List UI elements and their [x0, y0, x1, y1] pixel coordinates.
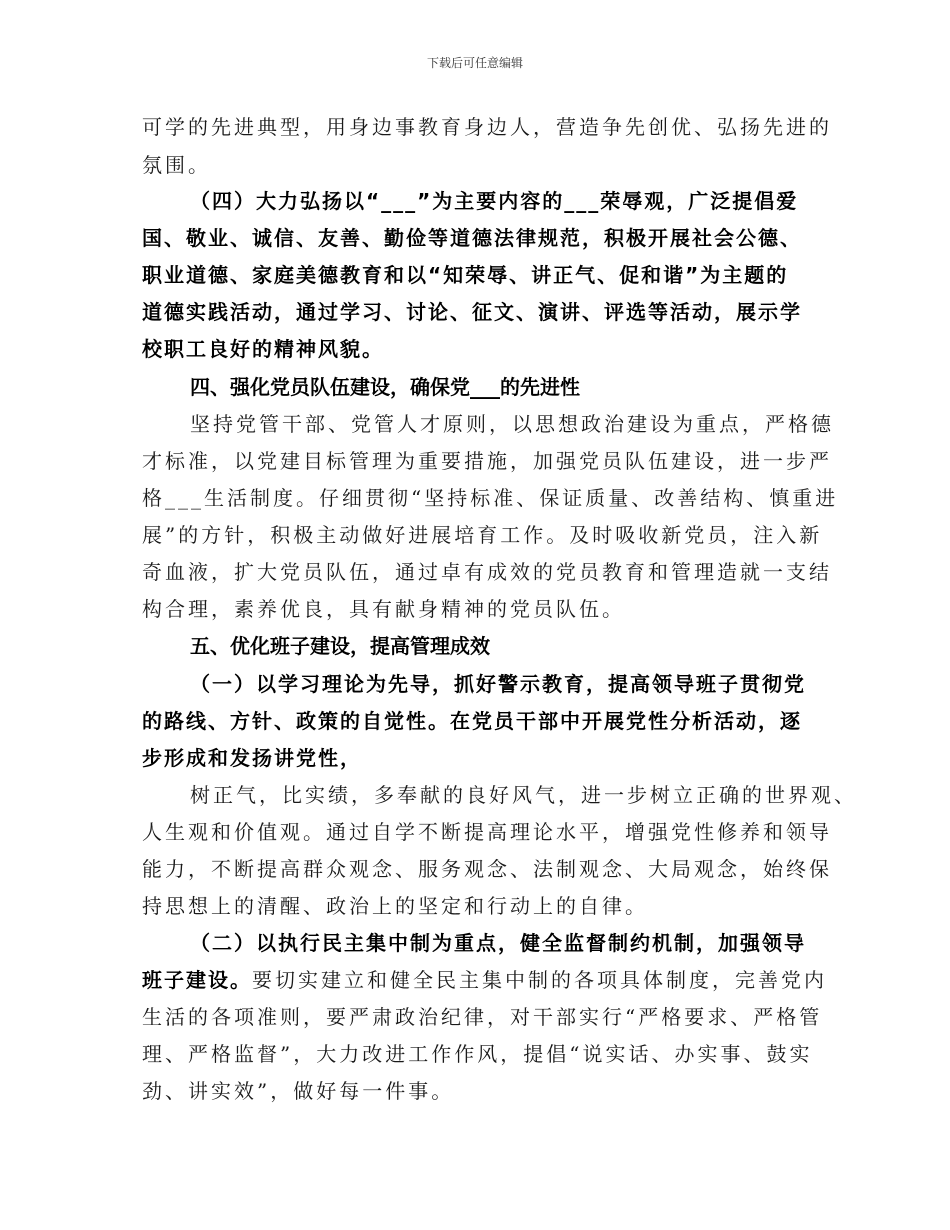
section-heading-5: 五、优化班子建设，提高管理成效 [190, 634, 490, 658]
bold-paragraph-line: 的路线、方针、政策的自觉性。在党员干部中开展党性分析活动，逐 [142, 709, 802, 733]
page-header: 下载后可任意编辑 [426, 56, 523, 70]
body-line: 构合理，素养优良，具有献身精神的党员队伍。 [142, 597, 625, 621]
bold-paragraph-line: 职业道德、家庭美德教育和以“知荣辱、讲正气、促和谐”为主题的 [142, 263, 789, 287]
body-line: 人生观和价值观。通过自学不断提高理论水平，增强党性修养和领导 [142, 820, 832, 844]
body-line: 劲、讲实效”，做好每一件事。 [142, 1079, 455, 1103]
bold-paragraph-line: （四）大力弘扬以“___”为主要内容的___荣辱观，广泛提倡爱 [190, 189, 799, 213]
body-line: 理、严格监督”，大力改进工作作风，提倡“说实话、办实事、鼓实 [142, 1042, 813, 1066]
bold-paragraph-line: 国、敬业、诚信、友善、勤俭等道德法律规范，积极开展社会公德、 [142, 226, 802, 250]
mixed-line [142, 966, 827, 994]
body-line: 才标准，以党建目标管理为重要措施，加强党员队伍建设，进一步严 [142, 449, 832, 473]
bold-paragraph-line: 步形成和发扬讲党性， [142, 746, 362, 770]
body-line: 持思想上的清醒、政治上的坚定和行动上的自律。 [142, 894, 648, 918]
body-line: 能力，不断提高群众观念、服务观念、法制观念、大局观念，始终保 [142, 857, 832, 881]
body-line: 坚持党管干部、党管人才原则，以思想政治建设为重点，严格德 [190, 412, 834, 436]
body-line: 展”的方针，积极主动做好进展培育工作。及时吸收新党员，注入新 [142, 523, 823, 547]
bold-paragraph-line: 校职工良好的精神风貌。 [142, 337, 384, 361]
body-line: 奇血液，扩大党员队伍，通过卓有成效的党员教育和管理造就一支结 [142, 560, 832, 584]
section-heading-4: 四、强化党员队伍建设，确保党___的先进性 [190, 375, 580, 399]
body-line: 氛围。 [142, 153, 211, 177]
bold-paragraph-line: （二）以执行民主集中制为重点，健全监督制约机制，加强领导 [190, 931, 806, 955]
bold-lead: 班子建设。 [142, 968, 252, 992]
body-line: 可学的先进典型，用身边事教育身边人，营造争先创优、弘扬先进的 [142, 115, 832, 139]
body-line: 树正气，比实绩，多奉献的良好风气，进一步树立正确的世界观、 [190, 783, 857, 807]
body-continuation: 要切实建立和健全民主集中制的各项具体制度，完善党内 [252, 968, 827, 992]
body-line: 生活的各项准则，要严肃政治纪律，对干部实行“严格要求、严格管 [142, 1005, 823, 1029]
bold-paragraph-line: （一）以学习理论为先导，抓好警示教育，提高领导班子贯彻党 [190, 672, 806, 696]
body-line: 格___生活制度。仔细贯彻“坚持标准、保证质量、改善结构、慎重进 [142, 486, 839, 510]
bold-paragraph-line: 道德实践活动，通过学习、讨论、征文、演讲、评选等活动，展示学 [142, 300, 802, 324]
